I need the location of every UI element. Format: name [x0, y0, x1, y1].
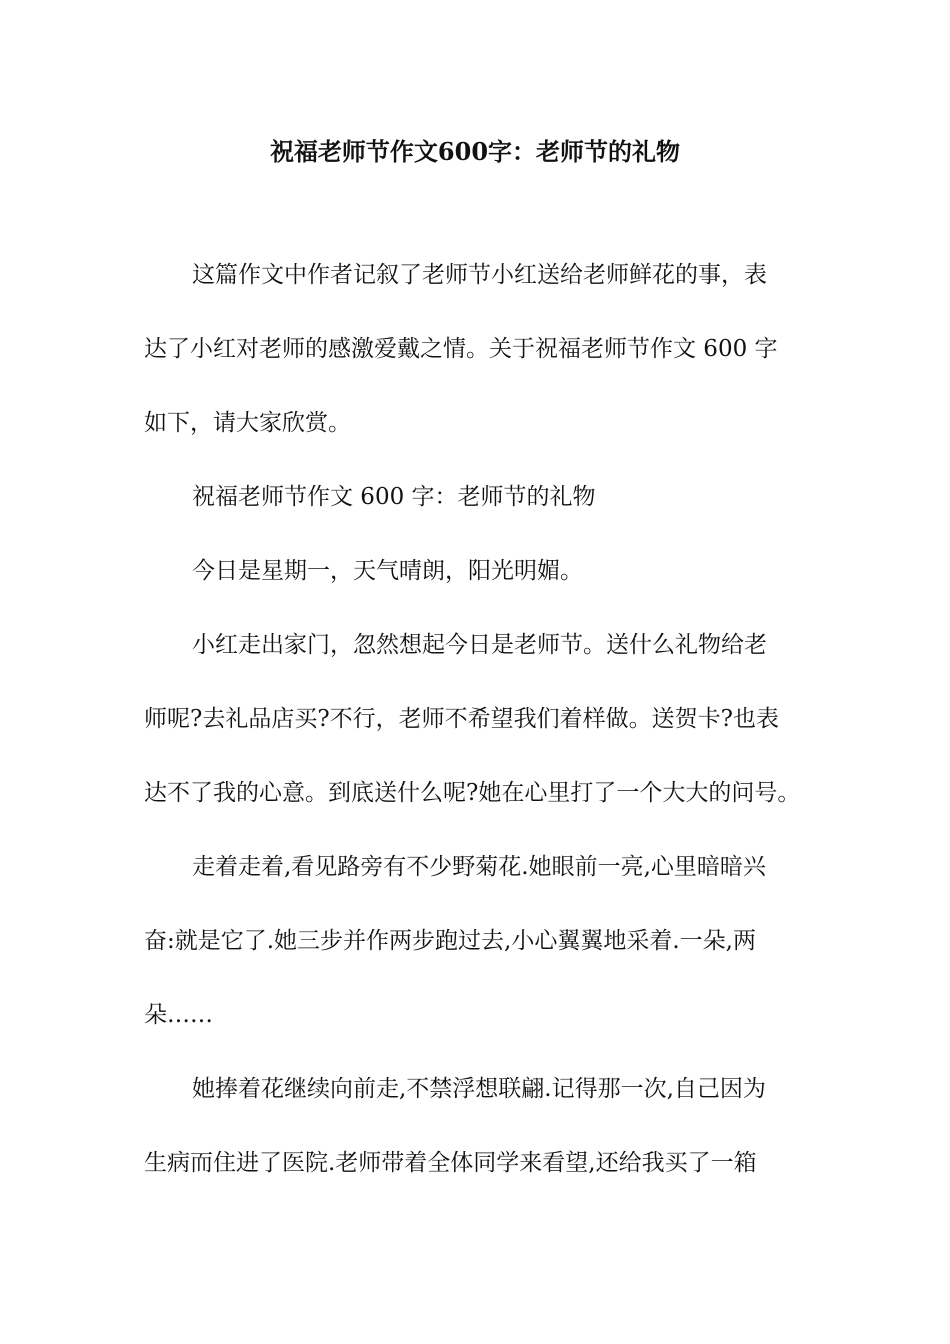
paragraph-line: 她捧着花继续向前走,不禁浮想联翩.记得那一次,自己因为	[192, 1076, 766, 1102]
paragraph-line: 小红走出家门，忽然想起今日是老师节。送什么礼物给老	[192, 632, 767, 658]
paragraph-line: 今日是星期一，天气晴朗，阳光明媚。	[192, 558, 583, 584]
paragraph-line: 走着走着,看见路旁有不少野菊花.她眼前一亮,心里暗暗兴	[192, 854, 766, 880]
paragraph-line: 奋:就是它了.她三步并作两步跑过去,小心翼翼地采着.一朵,两	[144, 928, 756, 954]
document-body	[144, 255, 812, 1217]
paragraph-line: 达了小红对老师的感激爱戴之情。关于祝福老师节作文 600 字	[144, 336, 778, 362]
paragraph-line: 朵……	[144, 1002, 213, 1028]
paragraph-line: 师呢?去礼品店买?不行，老师不希望我们着样做。送贺卡?也表	[144, 706, 779, 732]
paragraph-line: 如下，请大家欣赏。	[144, 410, 351, 436]
paragraph-line: 生病而住进了医院.老师带着全体同学来看望,还给我买了一箱	[144, 1150, 757, 1176]
document-title: 祝福老师节作文600字：老师节的礼物	[269, 137, 681, 166]
paragraph-line: 祝福老师节作文 600 字：老师节的礼物	[192, 484, 596, 510]
paragraph-line: 达不了我的心意。到底送什么呢?她在心里打了一个大大的问号。	[144, 780, 801, 806]
paragraph-line: 这篇作文中作者记叙了老师节小红送给老师鲜花的事，表	[192, 262, 767, 288]
